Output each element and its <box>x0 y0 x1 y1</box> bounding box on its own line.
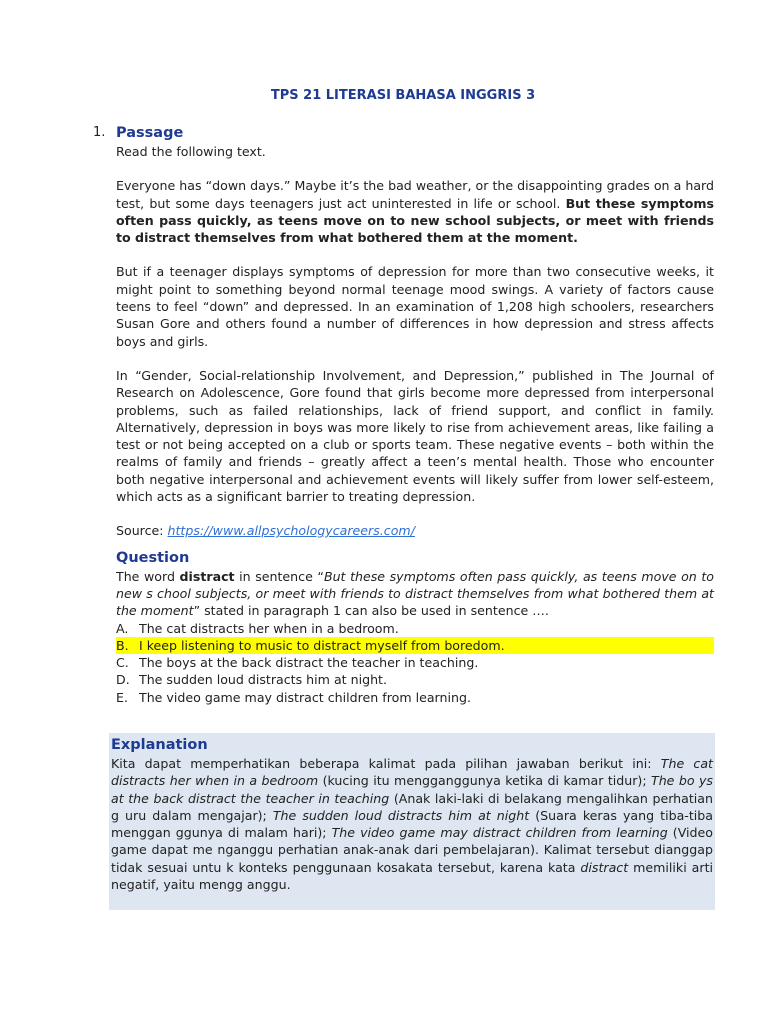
option-text: I keep listening to music to distract myself from boredom. <box>139 637 505 653</box>
option-letter: E. <box>116 689 128 705</box>
stem-text-a: The word <box>116 568 180 584</box>
option-text: The cat distracts her when in a bedroom. <box>139 620 399 636</box>
explanation-example: The cat distracts her when in a bedroom <box>111 756 713 789</box>
option-d[interactable] <box>116 671 714 688</box>
paragraph-1-bold: But these symptoms often pass quickly, as teens move on to new school subjects, or meet with friends to distract themselves from what bothered them at the moment. <box>116 195 714 246</box>
explanation-segment: (Anak laki-laki di belakang mengalihkan perhatian g uru dalam mengajar); <box>111 790 713 823</box>
option-letter: D. <box>116 672 130 688</box>
explanation-example: The sudden loud distracts him at night <box>272 807 530 823</box>
explanation-segment: (Suara keras yang tiba-tiba menggan ggunya di malam hari); <box>111 807 713 841</box>
stem-quote: But these symptoms often pass quickly, as teens move on to new s chool subjects, or meet with friends to distract themselves from what bothered them at the moment <box>116 568 715 619</box>
passage-paragraph-2: But if a teenager displays symptoms of depression for more than two consecutive weeks, it might point to something beyond normal teenage mood swings. A variety of factors cause teens to feel “down” and depressed. In an examination of 1,208 high schoolers, researchers Susan Gore and others found a number of differences in how depression and stress affects boys and girls. <box>116 264 714 349</box>
question-number: 1. <box>93 125 106 140</box>
option-text: The sudden loud distracts him at night. <box>139 672 387 688</box>
stem-keyword: distract <box>179 568 235 584</box>
option-letter: C. <box>116 655 129 671</box>
explanation-text <box>111 755 713 893</box>
explanation-segment: Kita dapat memperhatikan beberapa kalimat pada pilihan jawaban berikut ini: <box>111 756 661 771</box>
explanation-heading: Explanation <box>111 737 208 753</box>
explanation-segment: (kucing itu mengganggunya ketika di kamar tidur); <box>318 773 651 789</box>
explanation-example: The video game may distract children from learning <box>331 825 668 841</box>
option-e[interactable] <box>116 689 714 706</box>
passage-paragraph-1 <box>116 177 714 246</box>
explanation-example: The bo ys at the back distract the teacher in teaching <box>111 773 713 806</box>
option-c[interactable] <box>116 654 714 671</box>
passage-paragraph-3: In “Gender, Social-relationship Involvement, and Depression,” published in The Journal of Research on Adolescence, Gore found that girls become more depressed from interpersonal problems, such as failed relationships, lack of friend support, and conflict in family. Alternatively, depression in boys was more likely to rise from achievement areas, like failing a test or not being accepted on a club or sports team. These negative events – both within the realms of family and friends – greatly affect a teen’s mental health. Those who encounter both negative interpersonal and achievement events will likely suffer from lower self-esteem, which acts as a significant barrier to treating depression. <box>116 367 714 505</box>
source-label: Source: <box>116 523 168 539</box>
passage-intro: Read the following text. <box>116 144 266 159</box>
explanation-segment: memiliki arti negatif, yaitu mengg anggu. <box>111 859 713 893</box>
question-heading: Question <box>116 549 190 566</box>
option-text: The boys at the back distract the teacher in teaching. <box>139 655 479 671</box>
option-b-highlighted[interactable] <box>116 637 714 654</box>
option-letter: A. <box>116 620 129 636</box>
explanation-keyword: distract <box>580 859 629 875</box>
answer-options <box>116 620 714 706</box>
passage-heading: Passage <box>116 125 184 141</box>
stem-text-b: in sentence “ <box>234 568 324 584</box>
option-a[interactable] <box>116 620 714 637</box>
question-stem <box>116 568 714 620</box>
option-text: The video game may distract children from learning. <box>139 689 471 705</box>
source-line <box>116 522 714 539</box>
page-title: TPS 21 LITERASI BAHASA INGGRIS 3 <box>270 88 536 103</box>
paragraph-1-text: Everyone has “down days.” Maybe it’s the bad weather, or the disappointing grades on a hard test, but some days teenagers just act uninterested in life or school. <box>116 178 714 211</box>
question-content <box>116 123 714 706</box>
stem-text-c: ” stated in paragraph 1 can also be used in sentence …. <box>193 603 549 619</box>
source-link[interactable]: https://www.allpsychologycareers.com/ <box>167 523 415 539</box>
option-letter: B. <box>116 637 129 653</box>
explanation-segment: (Video game dapat me nganggu perhatian anak-anak dari pembelajaran). Kalimat tersebut dianggap tidak sesuai untu k konteks penggunaan kosakata tersebut, karena kata <box>111 825 714 875</box>
explanation-box <box>109 733 715 910</box>
